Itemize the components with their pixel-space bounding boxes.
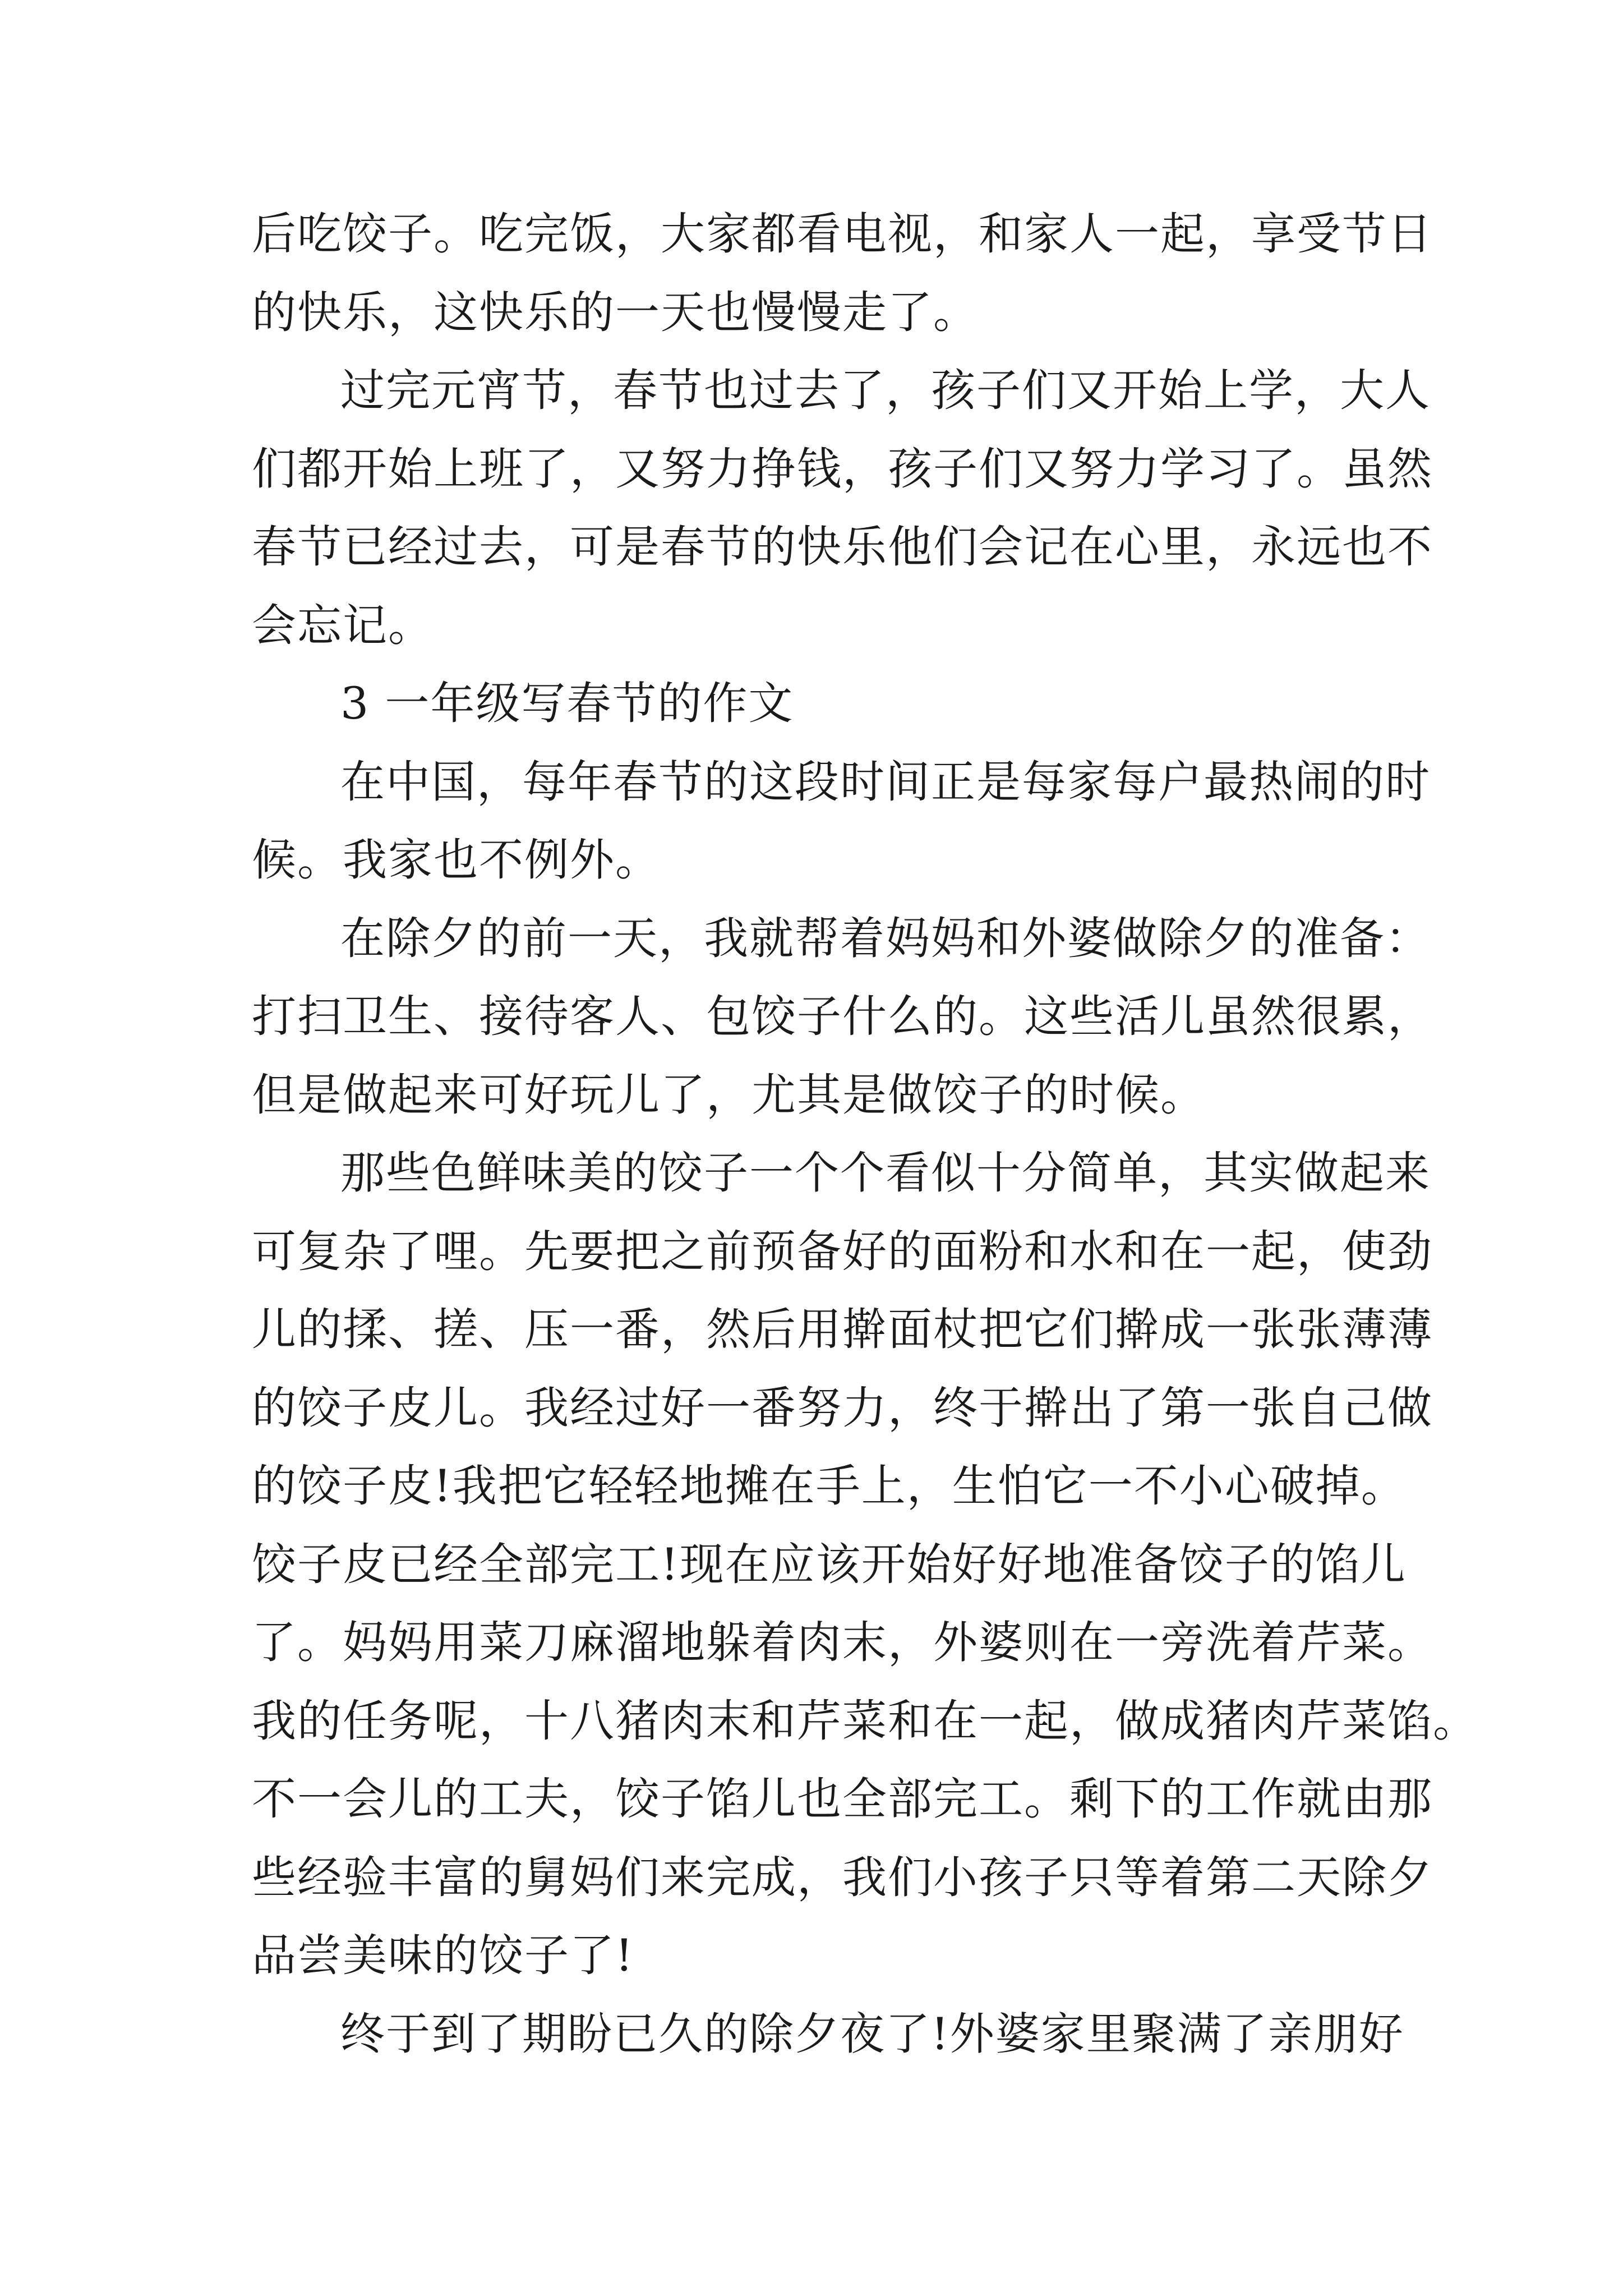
text-line: 在除夕的前一天，我就帮着妈妈和外婆做除夕的准备：: [340, 912, 1431, 964]
text-line: 的快乐，这快乐的一天也慢慢走了。: [252, 286, 979, 338]
essay-body: [252, 195, 1478, 2073]
text-line: 可复杂了哩。先要把之前预备好的面粉和水和在一起，使劲: [252, 1225, 1433, 1277]
text-line: 不一会儿的工夫，饺子馅儿也全部完工。剩下的工作就由那: [252, 1773, 1433, 1825]
text-line: 些经验丰富的舅妈们来完成，我们小孩子只等着第二天除夕: [252, 1851, 1433, 1903]
text-line: 了。妈妈用菜刀麻溜地躲着肉末，外婆则在一旁洗着芹菜。: [252, 1617, 1433, 1668]
text-line: 们都开始上班了，又努力挣钱，孩子们又努力学习了。虽然: [252, 443, 1433, 495]
text-line: 后吃饺子。吃完饭，大家都看电视，和家人一起，享受节日: [252, 208, 1433, 260]
text-line: 打扫卫生、接待客人、包饺子什么的。这些活儿虽然很累，: [252, 991, 1433, 1042]
text-line: 我的任务呢，十八猪肉末和芹菜和在一起，做成猪肉芹菜馅。: [252, 1695, 1478, 1747]
text-line: 品尝美味的饺子了!: [252, 1930, 634, 1981]
text-line: 终于到了期盼已久的除夕夜了!外婆家里聚满了亲朋好: [340, 2008, 1404, 2060]
text-line: 在中国，每年春节的这段时间正是每家每户最热闹的时: [340, 756, 1431, 808]
text-line: 饺子皮已经全部完工!现在应该开始好好地准备饺子的馅儿: [252, 1538, 1407, 1590]
text-line: 候。我家也不例外。: [252, 834, 661, 886]
section-heading: 3 一年级写春节的作文: [340, 678, 794, 729]
text-line: 那些色鲜味美的饺子一个个看似十分简单，其实做起来: [340, 1147, 1431, 1199]
text-line: 儿的揉、搓、压一番，然后用擀面杖把它们擀成一张张薄薄: [252, 1304, 1433, 1355]
text-line: 过完元宵节，春节也过去了，孩子们又开始上学，大人: [340, 365, 1431, 416]
text-line: 会忘记。: [252, 599, 434, 651]
text-line: 春节已经过去，可是春节的快乐他们会记在心里，永远也不: [252, 521, 1433, 573]
text-line: 的饺子皮!我把它轻轻地摊在手上，生怕它一不小心破掉。: [252, 1460, 1407, 1512]
text-line: 的饺子皮儿。我经过好一番努力，终于擀出了第一张自己做: [252, 1382, 1433, 1434]
text-line: 但是做起来可好玩儿了，尤其是做饺子的时候。: [252, 1069, 1206, 1121]
